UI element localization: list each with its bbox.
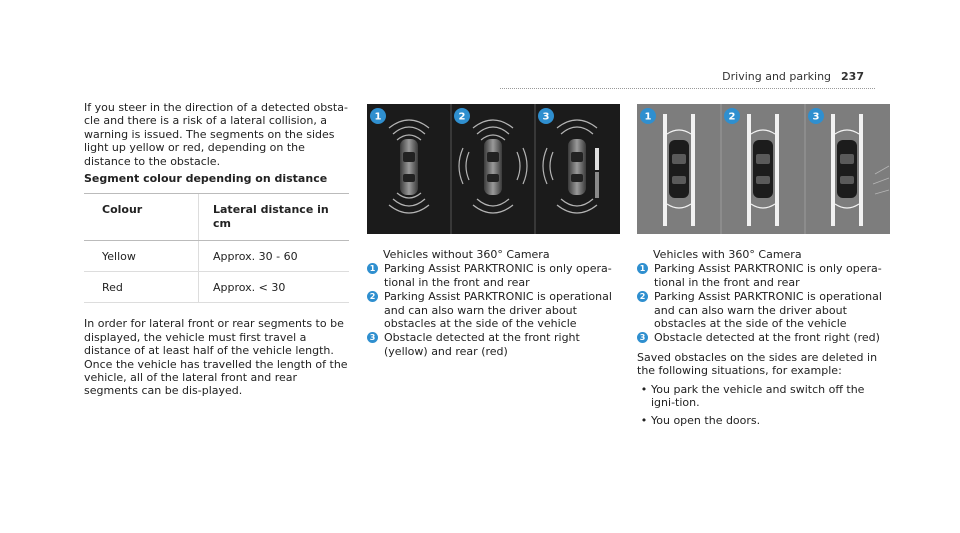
callout-badges — [370, 108, 554, 124]
table-cell-distance: Approx. < 30 — [213, 281, 286, 295]
list-item — [367, 290, 619, 330]
left-column — [84, 101, 352, 409]
table-cell-colour: Yellow — [84, 241, 199, 271]
list-item — [637, 262, 891, 289]
page-number: 237 — [841, 70, 864, 83]
callout-1: 1 — [644, 111, 652, 123]
callout-2: 2 — [728, 111, 736, 123]
bullet-icon: • — [640, 382, 648, 396]
deleted-obstacles-paragraph: Saved obstacles on the sides are deleted in the following situations, for example: — [637, 350, 878, 378]
table-title: Segment colour depending on distance — [84, 172, 328, 186]
list-item-text: Parking Assist PARKTRONIC is only opera-tional in the front and rear — [654, 262, 882, 289]
header-rule — [500, 88, 875, 89]
segments-paragraph: In order for lateral front or rear segments to be displayed, the vehicle must first travel a distance of at least half of the vehicle length. Once the vehicle has travelled the length of the vehicle, all of the lateral front and rear segments can be dis-played. — [84, 317, 348, 398]
parking-sensor-illustration — [367, 104, 620, 234]
camera-view-illustration — [637, 104, 890, 234]
table-row — [84, 272, 349, 303]
table-cell-colour: Red — [84, 272, 199, 302]
running-header — [722, 70, 864, 83]
figure-without-camera — [367, 104, 620, 234]
list-item-text: Parking Assist PARKTRONIC is operational and can also warn the driver about obstacles at the side of the vehicle — [384, 290, 612, 331]
figure2-caption: Vehicles with 360° Camera — [653, 248, 802, 261]
figure1-caption: Vehicles without 360° Camera — [383, 248, 550, 261]
bullet-item — [637, 414, 891, 427]
table-header-distance: Lateral distance in cm — [213, 203, 329, 230]
callout-2: 2 — [458, 111, 466, 123]
callout-3: 3 — [367, 332, 378, 343]
bullet-item — [637, 383, 891, 410]
list-item-text: Parking Assist PARKTRONIC is operational and can also warn the driver about obstacles at the side of the vehicle — [654, 290, 882, 331]
callout-2: 2 — [367, 291, 378, 302]
table-row — [84, 241, 349, 272]
callout-1: 1 — [367, 263, 378, 274]
callout-1: 1 — [637, 263, 648, 274]
intro-paragraph: If you steer in the direction of a detected obsta-cle and there is a risk of a lateral collision, a warning is issued. The segments on the sides light up yellow or red, depending on the distance to the obstacle. — [84, 101, 348, 168]
list-item — [367, 262, 619, 289]
table-cell-distance: Approx. 30 - 60 — [213, 250, 298, 264]
callout-1: 1 — [374, 111, 382, 123]
callout-3: 3 — [542, 111, 550, 123]
list-item — [637, 331, 891, 344]
figure2-caption-block — [637, 248, 891, 428]
bullet-text: You park the vehicle and switch off the igni-tion. — [651, 382, 865, 410]
section-title: Driving and parking — [722, 70, 832, 83]
table-header-row — [84, 194, 349, 241]
figure-with-camera — [637, 104, 890, 234]
table-header-colour: Colour — [84, 194, 199, 240]
segment-colour-table — [84, 193, 349, 303]
list-item — [637, 290, 891, 330]
list-item-text: Obstacle detected at the front right (red) — [654, 331, 880, 345]
list-item-text: Obstacle detected at the front right (yellow) and rear (red) — [384, 331, 580, 358]
bullet-icon: • — [640, 414, 648, 428]
callout-2: 2 — [637, 291, 648, 302]
callout-3: 3 — [812, 111, 820, 123]
list-item — [367, 331, 619, 358]
figure1-caption-block — [367, 248, 619, 358]
bullet-text: You open the doors. — [651, 414, 761, 428]
callout-3: 3 — [637, 332, 648, 343]
list-item-text: Parking Assist PARKTRONIC is only opera-tional in the front and rear — [384, 262, 612, 289]
